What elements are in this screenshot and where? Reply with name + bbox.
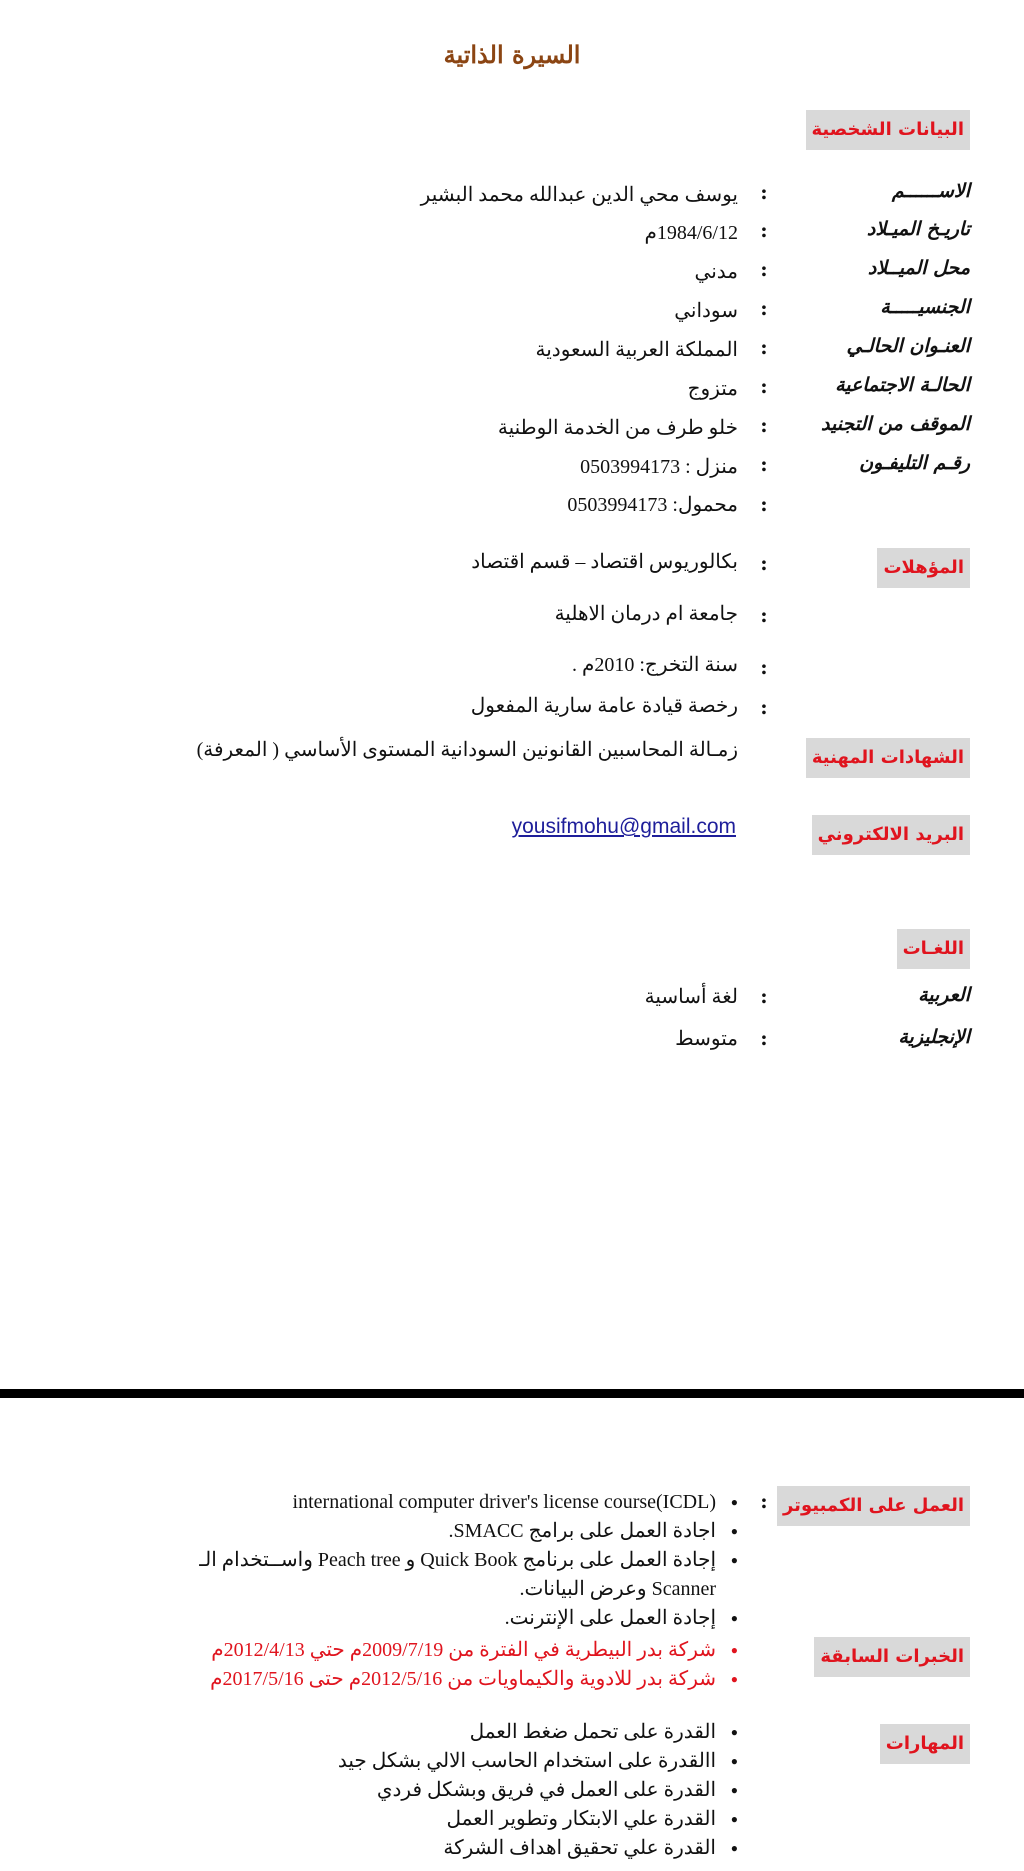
list-item: ● اجادة العمل على برامج SMACC. xyxy=(136,1517,738,1546)
colon: : xyxy=(760,492,768,516)
colon: : xyxy=(760,180,768,204)
list-item: ● شركة بدر للادوية والكيماويات من 2012/5/16م حتى 2017/5/16م xyxy=(210,1665,738,1694)
value-birthdate: 1984/6/12م xyxy=(644,222,738,244)
label-birthplace: محل الميــلاد xyxy=(867,257,970,279)
label-lang-arabic: العربية xyxy=(918,984,970,1006)
email-link[interactable]: yousifmohu@gmail.com xyxy=(511,815,736,838)
colon: : xyxy=(760,603,768,627)
label-name: الاســــــم xyxy=(891,180,970,202)
colon: : xyxy=(760,655,768,679)
colon: : xyxy=(760,413,768,437)
list-item: ● االقدرة على استخدام الحاسب الالي بشكل جيد xyxy=(338,1747,738,1776)
label-marital: الحالـة الاجتماعية xyxy=(835,374,970,396)
label-nationality: الجنسيـــــة xyxy=(880,296,970,318)
colon: : xyxy=(760,374,768,398)
value-phone-home: منزل : 0503994173 xyxy=(580,456,738,478)
value-graduation-year: سنة التخرج: 2010م . xyxy=(571,654,738,676)
label-address: العنـوان الحالـي xyxy=(846,335,970,357)
section-certificates: الشهادات المهنية xyxy=(806,738,970,778)
value-certificate: زمـالة المحاسبين القانونين السودانية المستوى الأساسي ( المعرفة) xyxy=(196,739,738,761)
experience-list xyxy=(210,1636,738,1694)
value-lang-english: متوسط xyxy=(675,1028,738,1050)
list-item: ● القدرة علي الابتكار وتطوير العمل xyxy=(338,1805,738,1834)
colon: : xyxy=(760,218,768,242)
list-item: ● international computer driver's license course(ICDL) xyxy=(136,1488,738,1517)
value-marital: متزوج xyxy=(687,378,738,400)
list-item: ● القدرة على العمل في فريق وبشكل فردي xyxy=(338,1776,738,1805)
label-phone: رقـم التليفـون xyxy=(859,452,970,474)
label-lang-english: الإنجليزية xyxy=(898,1026,970,1048)
value-lang-arabic: لغة أساسية xyxy=(644,986,738,1008)
section-computer: العمل على الكمبيوتر xyxy=(777,1486,970,1526)
list-item: ● شركة بدر البيطرية في الفترة من 2009/7/19م حتي 2012/4/13م xyxy=(210,1636,738,1665)
label-military: الموقف من التجنيد xyxy=(821,413,970,435)
value-phone-mobile: محمول: 0503994173 xyxy=(567,494,738,516)
value-military: خلو طرف من الخدمة الوطنية xyxy=(497,417,738,439)
value-university: جامعة ام درمان الاهلية xyxy=(554,603,738,625)
colon: : xyxy=(760,452,768,476)
list-item: ● القدرة على تحمل ضغط العمل xyxy=(338,1718,738,1747)
page-title: السيرة الذاتية xyxy=(443,40,581,69)
value-nationality: سوداني xyxy=(674,300,738,322)
value-driving-license: رخصة قيادة عامة سارية المفعول xyxy=(470,695,738,717)
colon: : xyxy=(760,257,768,281)
colon: : xyxy=(760,1489,768,1513)
value-birthplace: مدني xyxy=(694,261,738,283)
value-address: المملكة العربية السعودية xyxy=(535,339,738,361)
skills-list xyxy=(338,1718,738,1863)
list-item: ● إجادة العمل على برنامج Quick Book و Peach tree واســتخدام الـ Scanner وعرض البيانات. xyxy=(136,1546,738,1604)
section-personal: البيانات الشخصية xyxy=(806,110,970,150)
colon: : xyxy=(760,1026,768,1050)
colon: : xyxy=(760,984,768,1008)
section-skills: المهارات xyxy=(880,1724,970,1764)
list-item: ● إجادة العمل على الإنترنت. xyxy=(136,1604,738,1633)
colon: : xyxy=(760,551,768,575)
section-experience: الخبرات السابقة xyxy=(814,1637,970,1677)
section-email: البريد الالكتروني xyxy=(812,815,970,855)
page-divider xyxy=(0,1389,1024,1398)
computer-list xyxy=(136,1488,738,1633)
list-item: ● القدرة علي تحقيق اهداف الشركة xyxy=(338,1834,738,1863)
value-name: يوسف محي الدين عبدالله محمد البشير xyxy=(420,184,738,206)
colon: : xyxy=(760,695,768,719)
colon: : xyxy=(760,335,768,359)
colon: : xyxy=(760,296,768,320)
value-degree: بكالوريوس اقتصاد – قسم اقتصاد xyxy=(471,551,738,573)
label-birthdate: تاريـخ الميـلاد xyxy=(866,218,970,240)
section-qualifications: المؤهلات xyxy=(877,548,970,588)
section-languages: اللغـات xyxy=(897,929,970,969)
